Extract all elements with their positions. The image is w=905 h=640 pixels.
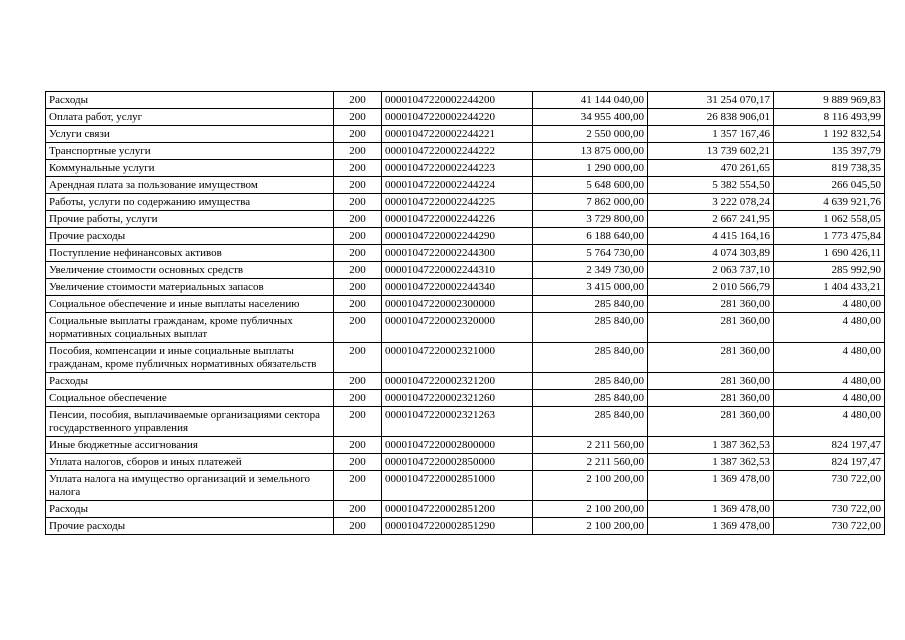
row-exec-cell: 281 360,00 — [648, 407, 774, 437]
table-row — [46, 143, 885, 160]
row-kbk-cell: 00001047220002244220 — [382, 109, 533, 126]
row-plan-cell: 34 955 400,00 — [533, 109, 648, 126]
row-plan-cell: 2 550 000,00 — [533, 126, 648, 143]
row-exec-cell: 2 010 566,79 — [648, 279, 774, 296]
row-kbk-cell: 00001047220002300000 — [382, 296, 533, 313]
table-row — [46, 343, 885, 373]
table-row — [46, 160, 885, 177]
row-rest-cell: 266 045,50 — [774, 177, 885, 194]
table-row — [46, 109, 885, 126]
row-kbk-cell: 00001047220002244200 — [382, 92, 533, 109]
row-rest-cell: 9 889 969,83 — [774, 92, 885, 109]
table-row — [46, 177, 885, 194]
row-exec-cell: 4 415 164,16 — [648, 228, 774, 245]
row-name-cell: Уплата налогов, сборов и иных платежей — [46, 454, 334, 471]
row-name-cell: Расходы — [46, 373, 334, 390]
row-rest-cell: 4 480,00 — [774, 343, 885, 373]
row-name-cell: Коммунальные услуги — [46, 160, 334, 177]
row-kbk-cell: 00001047220002320000 — [382, 313, 533, 343]
row-rest-cell: 1 404 433,21 — [774, 279, 885, 296]
row-rest-cell: 824 197,47 — [774, 437, 885, 454]
row-plan-cell: 2 349 730,00 — [533, 262, 648, 279]
row-kbk-cell: 00001047220002244225 — [382, 194, 533, 211]
row-exec-cell: 1 387 362,53 — [648, 454, 774, 471]
row-name-cell: Социальное обеспечение и иные выплаты населению — [46, 296, 334, 313]
row-code-cell: 200 — [334, 143, 382, 160]
row-code-cell: 200 — [334, 373, 382, 390]
row-exec-cell: 31 254 070,17 — [648, 92, 774, 109]
row-plan-cell: 2 211 560,00 — [533, 454, 648, 471]
row-rest-cell: 1 690 426,11 — [774, 245, 885, 262]
row-rest-cell: 4 480,00 — [774, 296, 885, 313]
row-plan-cell: 2 211 560,00 — [533, 437, 648, 454]
row-kbk-cell: 00001047220002244290 — [382, 228, 533, 245]
row-exec-cell: 1 387 362,53 — [648, 437, 774, 454]
row-kbk-cell: 00001047220002321200 — [382, 373, 533, 390]
row-plan-cell: 285 840,00 — [533, 343, 648, 373]
row-exec-cell: 1 357 167,46 — [648, 126, 774, 143]
table-row — [46, 279, 885, 296]
row-kbk-cell: 00001047220002244221 — [382, 126, 533, 143]
row-kbk-cell: 00001047220002321260 — [382, 390, 533, 407]
row-rest-cell: 1 192 832,54 — [774, 126, 885, 143]
table-row — [46, 373, 885, 390]
row-name-cell: Прочие работы, услуги — [46, 211, 334, 228]
row-rest-cell: 285 992,90 — [774, 262, 885, 279]
row-code-cell: 200 — [334, 313, 382, 343]
row-code-cell: 200 — [334, 92, 382, 109]
row-exec-cell: 1 369 478,00 — [648, 518, 774, 535]
row-name-cell: Транспортные услуги — [46, 143, 334, 160]
row-plan-cell: 6 188 640,00 — [533, 228, 648, 245]
row-name-cell: Оплата работ, услуг — [46, 109, 334, 126]
row-rest-cell: 4 639 921,76 — [774, 194, 885, 211]
table-row — [46, 126, 885, 143]
row-exec-cell: 1 369 478,00 — [648, 471, 774, 501]
row-rest-cell: 4 480,00 — [774, 390, 885, 407]
row-name-cell: Прочие расходы — [46, 518, 334, 535]
row-exec-cell: 26 838 906,01 — [648, 109, 774, 126]
row-code-cell: 200 — [334, 518, 382, 535]
table-row — [46, 194, 885, 211]
row-exec-cell: 281 360,00 — [648, 343, 774, 373]
row-plan-cell: 13 875 000,00 — [533, 143, 648, 160]
row-plan-cell: 3 729 800,00 — [533, 211, 648, 228]
row-exec-cell: 3 222 078,24 — [648, 194, 774, 211]
row-name-cell: Прочие расходы — [46, 228, 334, 245]
row-code-cell: 200 — [334, 194, 382, 211]
row-rest-cell: 730 722,00 — [774, 518, 885, 535]
row-plan-cell: 285 840,00 — [533, 390, 648, 407]
row-kbk-cell: 00001047220002800000 — [382, 437, 533, 454]
row-plan-cell: 2 100 200,00 — [533, 518, 648, 535]
table-row — [46, 313, 885, 343]
row-code-cell: 200 — [334, 279, 382, 296]
row-name-cell: Расходы — [46, 501, 334, 518]
row-exec-cell: 470 261,65 — [648, 160, 774, 177]
row-plan-cell: 2 100 200,00 — [533, 501, 648, 518]
row-name-cell: Работы, услуги по содержанию имущества — [46, 194, 334, 211]
row-code-cell: 200 — [334, 343, 382, 373]
row-code-cell: 200 — [334, 177, 382, 194]
row-name-cell: Поступление нефинансовых активов — [46, 245, 334, 262]
table-row — [46, 454, 885, 471]
row-code-cell: 200 — [334, 262, 382, 279]
table-row — [46, 501, 885, 518]
row-rest-cell: 819 738,35 — [774, 160, 885, 177]
table-row — [46, 262, 885, 279]
row-name-cell: Иные бюджетные ассигнования — [46, 437, 334, 454]
row-plan-cell: 285 840,00 — [533, 296, 648, 313]
row-exec-cell: 281 360,00 — [648, 390, 774, 407]
row-code-cell: 200 — [334, 211, 382, 228]
table-row — [46, 92, 885, 109]
row-plan-cell: 285 840,00 — [533, 313, 648, 343]
row-kbk-cell: 00001047220002244226 — [382, 211, 533, 228]
row-exec-cell: 2 667 241,95 — [648, 211, 774, 228]
row-name-cell: Увеличение стоимости основных средств — [46, 262, 334, 279]
row-name-cell: Пособия, компенсации и иные социальные выплаты гражданам, кроме публичных нормативных обязательств — [46, 343, 334, 373]
row-code-cell: 200 — [334, 437, 382, 454]
row-exec-cell: 281 360,00 — [648, 313, 774, 343]
row-exec-cell: 5 382 554,50 — [648, 177, 774, 194]
row-code-cell: 200 — [334, 160, 382, 177]
table-row — [46, 296, 885, 313]
row-name-cell: Уплата налога на имущество организаций и земельного налога — [46, 471, 334, 501]
row-plan-cell: 41 144 040,00 — [533, 92, 648, 109]
row-rest-cell: 4 480,00 — [774, 373, 885, 390]
row-code-cell: 200 — [334, 245, 382, 262]
row-name-cell: Расходы — [46, 92, 334, 109]
row-rest-cell: 824 197,47 — [774, 454, 885, 471]
row-kbk-cell: 00001047220002850000 — [382, 454, 533, 471]
row-kbk-cell: 00001047220002244223 — [382, 160, 533, 177]
row-name-cell: Услуги связи — [46, 126, 334, 143]
row-exec-cell: 2 063 737,10 — [648, 262, 774, 279]
row-code-cell: 200 — [334, 296, 382, 313]
table-row — [46, 407, 885, 437]
row-kbk-cell: 00001047220002321000 — [382, 343, 533, 373]
row-rest-cell: 730 722,00 — [774, 471, 885, 501]
row-plan-cell: 5 764 730,00 — [533, 245, 648, 262]
row-kbk-cell: 00001047220002244224 — [382, 177, 533, 194]
budget-report-table — [45, 91, 885, 535]
row-rest-cell: 1 062 558,05 — [774, 211, 885, 228]
table-row — [46, 518, 885, 535]
row-code-cell: 200 — [334, 109, 382, 126]
row-exec-cell: 281 360,00 — [648, 373, 774, 390]
row-code-cell: 200 — [334, 471, 382, 501]
row-kbk-cell: 00001047220002244340 — [382, 279, 533, 296]
row-rest-cell: 1 773 475,84 — [774, 228, 885, 245]
row-code-cell: 200 — [334, 454, 382, 471]
table-row — [46, 245, 885, 262]
row-code-cell: 200 — [334, 126, 382, 143]
row-plan-cell: 3 415 000,00 — [533, 279, 648, 296]
row-rest-cell: 4 480,00 — [774, 313, 885, 343]
row-plan-cell: 285 840,00 — [533, 407, 648, 437]
row-kbk-cell: 00001047220002851200 — [382, 501, 533, 518]
report-table-body — [46, 92, 885, 535]
row-name-cell: Социальные выплаты гражданам, кроме публичных нормативных социальных выплат — [46, 313, 334, 343]
row-rest-cell: 8 116 493,99 — [774, 109, 885, 126]
table-row — [46, 471, 885, 501]
row-exec-cell: 1 369 478,00 — [648, 501, 774, 518]
row-kbk-cell: 00001047220002244310 — [382, 262, 533, 279]
row-kbk-cell: 00001047220002244300 — [382, 245, 533, 262]
table-row — [46, 211, 885, 228]
row-plan-cell: 2 100 200,00 — [533, 471, 648, 501]
row-exec-cell: 13 739 602,21 — [648, 143, 774, 160]
row-code-cell: 200 — [334, 228, 382, 245]
row-exec-cell: 4 074 303,89 — [648, 245, 774, 262]
row-rest-cell: 730 722,00 — [774, 501, 885, 518]
row-kbk-cell: 00001047220002244222 — [382, 143, 533, 160]
row-code-cell: 200 — [334, 501, 382, 518]
row-name-cell: Пенсии, пособия, выплачиваемые организациями сектора государственного управления — [46, 407, 334, 437]
row-name-cell: Арендная плата за пользование имуществом — [46, 177, 334, 194]
row-exec-cell: 281 360,00 — [648, 296, 774, 313]
row-kbk-cell: 00001047220002851290 — [382, 518, 533, 535]
row-name-cell: Увеличение стоимости материальных запасов — [46, 279, 334, 296]
row-plan-cell: 1 290 000,00 — [533, 160, 648, 177]
row-name-cell: Социальное обеспечение — [46, 390, 334, 407]
row-kbk-cell: 00001047220002321263 — [382, 407, 533, 437]
row-kbk-cell: 00001047220002851000 — [382, 471, 533, 501]
row-code-cell: 200 — [334, 390, 382, 407]
table-row — [46, 390, 885, 407]
table-row — [46, 228, 885, 245]
row-plan-cell: 5 648 600,00 — [533, 177, 648, 194]
row-rest-cell: 4 480,00 — [774, 407, 885, 437]
row-plan-cell: 7 862 000,00 — [533, 194, 648, 211]
row-code-cell: 200 — [334, 407, 382, 437]
row-plan-cell: 285 840,00 — [533, 373, 648, 390]
table-row — [46, 437, 885, 454]
row-rest-cell: 135 397,79 — [774, 143, 885, 160]
